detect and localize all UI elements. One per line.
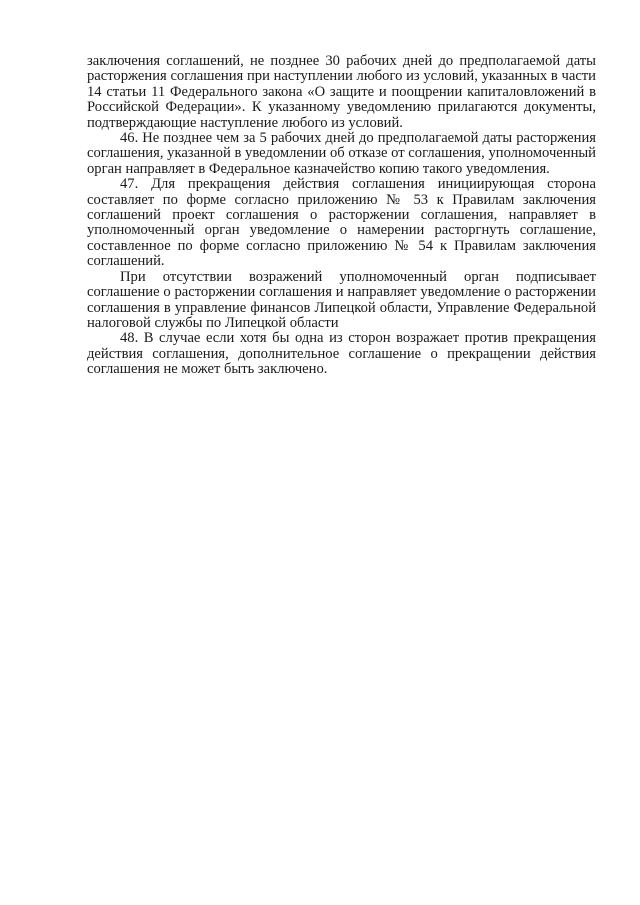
paragraph-48: 48. В случае если хотя бы одна из сторон возражает против прекращения действия соглашения, дополнительное соглашение о прекращении действия соглашения не может быть заключено. — [87, 330, 596, 378]
paragraph-continuation: заключения соглашений, не позднее 30 рабочих дней до предполагаемой даты расторжения соглашения при наступлении любого из условий, указанных в части 14 статьи 11 Федерального закона «О защите и поощрении капиталовложений в Российской Федерации». К указанному уведомлению прилагаются документы, подтверждающие наступление любого из условий. — [87, 53, 596, 131]
paragraph-46: 46. Не позднее чем за 5 рабочих дней до предполагаемой даты расторжения соглашения, указанной в уведомлении об отказе от соглашения, уполномоченный орган направляет в Федеральное казначейство копию такого уведомления. — [87, 130, 596, 177]
paragraph-no-objections: При отсутствии возражений уполномоченный орган подписывает соглашение о расторжении соглашения и направляет уведомление о расторжении соглашения в управление финансов Липецкой области, Управление Федеральной налоговой службы по Липецкой области — [87, 268, 596, 331]
document-page — [87, 54, 596, 378]
paragraph-47: 47. Для прекращения действия соглашения инициирующая сторона составляет по форме согласно приложению № 53 к Правилам заключения соглашений проект соглашения о расторжении соглашения, направляет в уполномоченный орган уведомление о намерении расторгнуть соглашение, составленное по форме согласно приложению № 54 к Правилам заключения соглашений. — [87, 176, 596, 270]
